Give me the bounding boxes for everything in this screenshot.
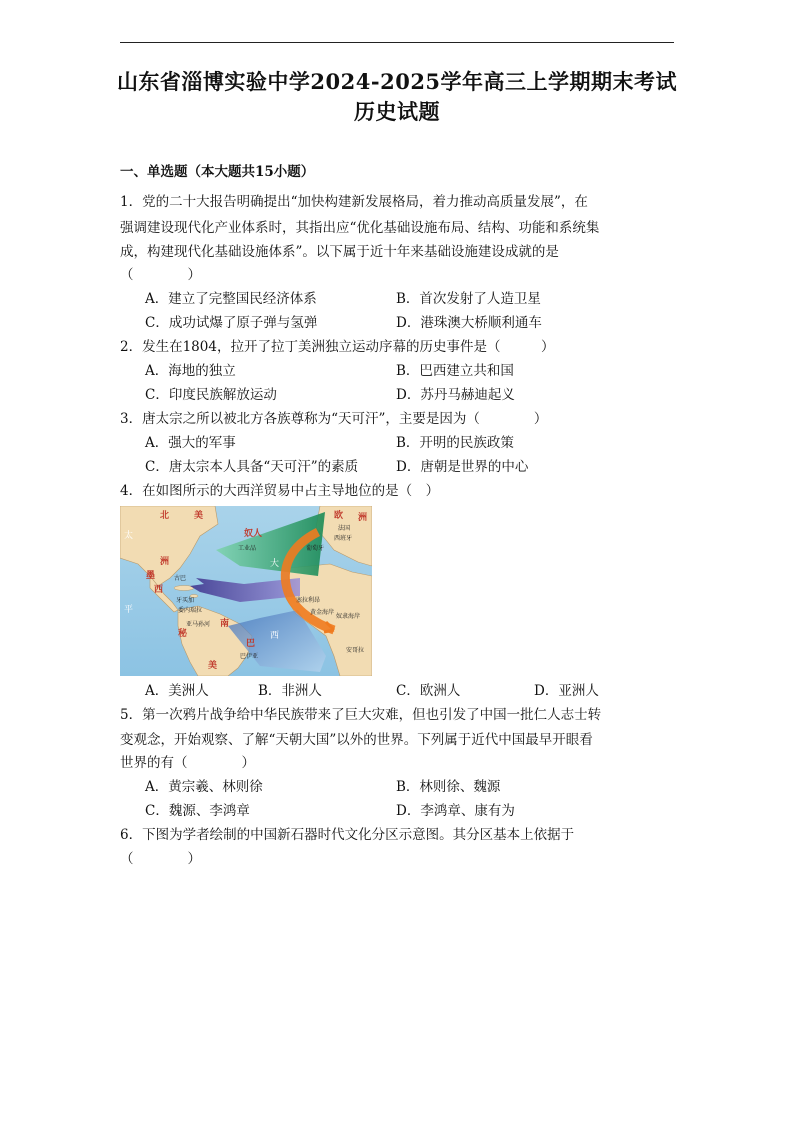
map-label-people: 奴人 xyxy=(244,529,263,539)
map-label-europe1: 欧 xyxy=(334,511,344,521)
map-label-peru: 秘 xyxy=(178,629,188,639)
q2-option-b[interactable]: B．巴西建立共和国 xyxy=(396,363,514,379)
q1-stem-1: 1．党的二十大报告明确提出“加快构建新发展格局，着力推动高质量发展”，在 xyxy=(120,194,588,210)
map-label-france: 法国 xyxy=(338,525,351,532)
map-label-mexico2: 西 xyxy=(154,585,164,595)
map-label-america1: 美 xyxy=(194,511,204,521)
q2-option-d[interactable]: D．苏丹马赫迪起义 xyxy=(396,387,515,403)
q6-stem-1: 6．下图为学者绘制的中国新石器时代文化分区示意图。其分区基本上依据于 xyxy=(120,827,575,843)
map-label-jamaica: 牙买加 xyxy=(176,597,195,604)
map-label-angola: 安哥拉 xyxy=(346,647,365,654)
q4-option-a[interactable]: A．美洲人 xyxy=(145,683,209,699)
map-label-slave-coast: 奴隶海岸 xyxy=(336,613,361,620)
q1-option-c[interactable]: C．成功试爆了原子弹与氢弹 xyxy=(145,315,318,331)
map-label-gold-coast: 黄金海岸 xyxy=(310,609,335,616)
q5-option-b[interactable]: B．林则徐、魏源 xyxy=(396,779,501,795)
q5-option-d[interactable]: D．李鸿章、康有为 xyxy=(396,803,515,819)
q3-stem: 3．唐太宗之所以被北方各族尊称为“天可汗”，主要是因为（ ） xyxy=(120,411,548,427)
map-label-south: 南 xyxy=(220,619,230,629)
q3-option-d[interactable]: D．唐朝是世界的中心 xyxy=(396,459,529,475)
map-label-atlantic1: 大 xyxy=(270,559,280,569)
atlantic-trade-map xyxy=(120,506,372,676)
q4-option-c[interactable]: C．欧洲人 xyxy=(396,683,461,699)
map-label-mexico1: 墨 xyxy=(146,571,156,581)
q3-option-b[interactable]: B．开明的民族政策 xyxy=(396,435,514,451)
map-label-pacific2: 平 xyxy=(124,605,134,615)
map-label-america2: 美 xyxy=(208,661,218,671)
q4-stem: 4．在如图所示的大西洋贸易中占主导地位的是（ ） xyxy=(120,483,440,499)
map-label-senegal: 塞拉利昂 xyxy=(296,597,321,604)
map-label-amazon: 亚马孙河 xyxy=(186,621,211,628)
map-label-flow-note: 工业品 xyxy=(238,545,257,552)
q1-option-a[interactable]: A．建立了完整国民经济体系 xyxy=(145,291,317,307)
q2-option-a[interactable]: A．海地的独立 xyxy=(145,363,236,379)
exam-title: 山东省淄博实验中学2024-2025学年高三上学期期末考试 xyxy=(116,69,678,94)
map-label-spain: 西班牙 xyxy=(334,535,353,542)
exam-subtitle: 历史试题 xyxy=(354,99,440,124)
map-label-cuba: 古巴 xyxy=(174,575,187,582)
map-label-pacific1: 太 xyxy=(124,531,134,541)
q1-stem-3: 成，构建现代化基础设施体系”。以下属于近十年来基础设施建设成就的是 xyxy=(120,244,559,260)
q4-option-b[interactable]: B．非洲人 xyxy=(258,683,322,699)
q1-answer-blank: （ ） xyxy=(120,267,201,283)
q5-option-a[interactable]: A．黄宗羲、林则徐 xyxy=(145,779,263,795)
map-label-brazil: 巴 xyxy=(246,639,256,649)
map-label-continent1: 洲 xyxy=(160,557,170,567)
q1-stem-2: 强调建设现代化产业体系时，其指出应“优化基础设施布局、结构、功能和系统集 xyxy=(120,220,600,236)
q6-answer-blank: （ ） xyxy=(120,851,201,867)
map-label-bahia: 巴伊亚 xyxy=(240,653,259,660)
map-label-north: 北 xyxy=(160,511,170,521)
map-label-portugal: 葡萄牙 xyxy=(306,545,325,552)
map-label-atlantic2: 西 xyxy=(270,631,280,641)
map-label-europe2: 洲 xyxy=(358,513,368,523)
q5-stem-1: 5．第一次鸦片战争给中华民族带来了巨大灾难，但也引发了中国一批仁人志士转 xyxy=(120,707,602,723)
q5-option-c[interactable]: C．魏源、李鸿章 xyxy=(145,803,250,819)
q3-option-c[interactable]: C．唐太宗本人具备“天可汗”的素质 xyxy=(145,459,359,475)
header-rule xyxy=(120,42,674,43)
map-label-venezuela: 委内瑞拉 xyxy=(178,607,203,614)
q3-option-a[interactable]: A．强大的军事 xyxy=(145,435,236,451)
q2-stem: 2．发生在1804，拉开了拉丁美洲独立运动序幕的历史事件是（ ） xyxy=(120,339,555,355)
q2-option-c[interactable]: C．印度民族解放运动 xyxy=(145,387,277,403)
q1-option-d[interactable]: D．港珠澳大桥顺利通车 xyxy=(396,315,542,331)
q4-option-d[interactable]: D．亚洲人 xyxy=(534,683,599,699)
section-heading: 一、单选题（本大题共15小题） xyxy=(120,164,315,180)
q5-stem-2: 变观念，开始观察、了解“天朝大国”以外的世界。下列属于近代中国最早开眼看 xyxy=(120,732,593,748)
q5-stem-3: 世界的有（ ） xyxy=(120,755,255,771)
q1-option-b[interactable]: B．首次发射了人造卫星 xyxy=(396,291,541,307)
